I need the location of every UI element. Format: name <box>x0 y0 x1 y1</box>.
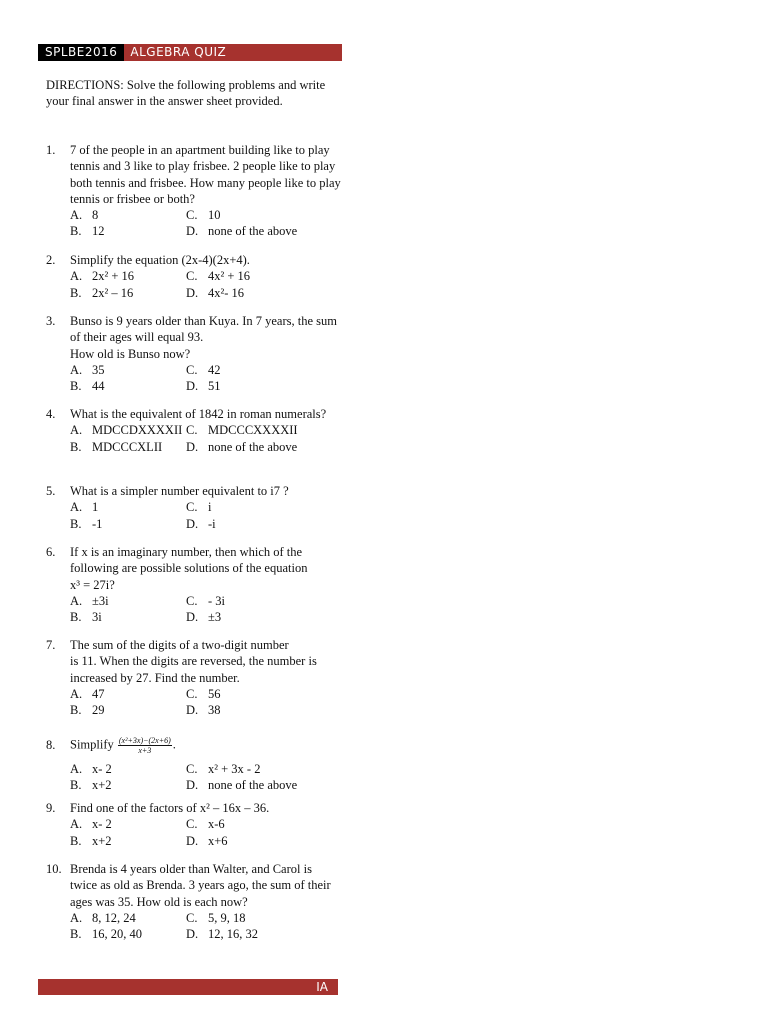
option-text: 5, 9, 18 <box>208 910 246 925</box>
option-b <box>70 378 186 394</box>
option-text: x- 2 <box>92 817 112 832</box>
option-letter: C. <box>186 593 198 608</box>
option-text: -1 <box>92 516 103 531</box>
answer-options <box>70 593 346 626</box>
question-text <box>70 861 342 910</box>
question-4 <box>46 406 346 455</box>
option-letter: D. <box>186 778 199 793</box>
question-text <box>70 637 342 686</box>
option-text: ±3 <box>208 610 222 625</box>
question-7 <box>46 637 346 718</box>
option-d <box>186 439 302 455</box>
option-letter: C. <box>186 269 198 284</box>
option-d <box>186 378 302 394</box>
option-letter: D. <box>186 833 199 848</box>
question-number: 2. <box>46 253 56 267</box>
option-a <box>70 268 186 284</box>
option-text: x- 2 <box>92 762 112 776</box>
option-letter: B. <box>70 379 82 394</box>
fraction-numerator: (x²+3x)−(2x+6) <box>118 735 171 745</box>
question-text <box>70 483 342 499</box>
option-c <box>186 816 302 832</box>
option-text: 44 <box>92 379 105 394</box>
fraction <box>118 736 172 755</box>
option-text: none of the above <box>208 439 298 454</box>
option-text: MDCCCXXXXII <box>208 423 298 438</box>
option-text: x² + 3x - 2 <box>208 762 261 776</box>
option-c <box>186 268 302 284</box>
option-text: 2x² – 16 <box>92 285 134 300</box>
question-text <box>70 406 342 422</box>
option-letter: D. <box>186 285 199 300</box>
question-text-line: Brenda is 4 years older than Walter, and Carol is twice as old as Brenda. 3 years ago, the sum of their ages was 35. How old is each now? <box>70 862 331 909</box>
option-letter: B. <box>70 285 82 300</box>
answer-options <box>70 268 346 301</box>
option-text: 56 <box>208 686 221 701</box>
option-letter: C. <box>186 762 198 776</box>
option-letter: A. <box>70 762 83 776</box>
option-c <box>186 910 302 926</box>
question-text-line: Find one of the factors of x² – 16x – 36. <box>70 801 270 815</box>
option-text: x+2 <box>92 778 112 793</box>
question-text <box>70 142 342 207</box>
question-number: 9. <box>46 801 56 815</box>
option-a <box>70 910 186 926</box>
option-a <box>70 422 186 438</box>
option-letter: B. <box>70 516 82 531</box>
option-letter: B. <box>70 778 82 793</box>
option-b <box>70 439 186 455</box>
option-letter: C. <box>186 686 198 701</box>
option-text: 47 <box>92 686 105 701</box>
option-letter: D. <box>186 927 199 942</box>
answer-options <box>70 910 346 943</box>
option-text: 8 <box>92 208 99 223</box>
option-letter: A. <box>70 423 83 438</box>
option-letter: B. <box>70 610 82 625</box>
quiz-title: ALGEBRA QUIZ <box>124 44 342 61</box>
question-3 <box>46 313 346 394</box>
question-number: 5. <box>46 484 56 498</box>
option-letter: D. <box>186 439 199 454</box>
question-9 <box>46 800 346 849</box>
question-text-line: The sum of the digits of a two-digit number <box>70 638 289 652</box>
option-a <box>70 816 186 832</box>
question-text-line: What is the equivalent of 1842 in roman numerals? <box>70 407 327 421</box>
directions: DIRECTIONS: Solve the following problems and write your final answer in the answer sheet provided. <box>46 78 326 109</box>
question-text-line: What is a simpler number equivalent to i7 ? <box>70 484 289 498</box>
question-number: 1. <box>46 143 56 157</box>
option-letter: B. <box>70 927 82 942</box>
question-text <box>70 800 342 816</box>
option-b <box>70 777 186 793</box>
option-text: 4x²- 16 <box>208 285 245 300</box>
option-a <box>70 686 186 702</box>
option-text: 12 <box>92 224 105 239</box>
option-text: MDCCDXXXXII <box>92 423 183 438</box>
option-letter: B. <box>70 439 82 454</box>
fraction-denominator: x+3 <box>138 745 152 755</box>
option-b <box>70 516 186 532</box>
option-letter: D. <box>186 610 199 625</box>
option-a <box>70 499 186 515</box>
option-letter: A. <box>70 208 83 223</box>
question-text-line: is 11. When the digits are reversed, the number is increased by 27. Find the number. <box>70 654 317 685</box>
option-c <box>186 686 302 702</box>
option-d <box>186 833 302 849</box>
option-text: 1 <box>92 500 99 515</box>
option-b <box>70 285 186 301</box>
option-c <box>186 761 302 777</box>
option-text: 10 <box>208 208 221 223</box>
option-text: x+6 <box>208 833 228 848</box>
answer-options <box>70 816 346 849</box>
question-text <box>70 252 342 268</box>
option-text: x+2 <box>92 833 112 848</box>
question-text <box>70 313 342 362</box>
option-letter: C. <box>186 362 198 377</box>
option-d <box>186 285 302 301</box>
option-letter: A. <box>70 269 83 284</box>
question-8 <box>46 733 346 794</box>
option-text: - 3i <box>208 593 226 608</box>
option-c <box>186 422 302 438</box>
option-letter: C. <box>186 910 198 925</box>
option-text: none of the above <box>208 224 298 239</box>
option-letter: A. <box>70 593 83 608</box>
question-number: 3. <box>46 314 56 328</box>
option-c <box>186 593 302 609</box>
option-d <box>186 609 302 625</box>
question-trail: . <box>172 736 176 751</box>
option-letter: D. <box>186 516 199 531</box>
footer-bar <box>38 979 338 995</box>
option-letter: A. <box>70 910 83 925</box>
option-text: 42 <box>208 362 221 377</box>
question-lead: Simplify <box>70 736 114 751</box>
option-b <box>70 223 186 239</box>
answer-options <box>70 362 346 395</box>
answer-options <box>70 207 346 240</box>
option-letter: C. <box>186 500 198 515</box>
option-letter: C. <box>186 817 198 832</box>
option-letter: B. <box>70 833 82 848</box>
option-text: 51 <box>208 379 221 394</box>
option-d <box>186 777 302 793</box>
option-a <box>70 761 186 777</box>
footer-label: IA <box>316 980 328 994</box>
option-text: 8, 12, 24 <box>92 910 136 925</box>
option-text: i <box>208 500 212 515</box>
option-a <box>70 207 186 223</box>
option-text: 2x² + 16 <box>92 269 135 284</box>
question-number: 4. <box>46 407 56 421</box>
option-d <box>186 516 302 532</box>
option-d <box>186 926 302 942</box>
option-letter: B. <box>70 703 82 718</box>
option-d <box>186 702 302 718</box>
option-text: 3i <box>92 610 102 625</box>
question-text-line: 7 of the people in an apartment building like to play tennis and 3 like to play frisbee. 2 people like to play both tennis and frisbee. How many people like to play tennis or frisbee or both? <box>70 143 341 206</box>
option-letter: D. <box>186 224 199 239</box>
question-text-line: Simplify the equation (2x-4)(2x+4). <box>70 253 250 267</box>
question-10 <box>46 861 346 942</box>
option-text: none of the above <box>208 778 298 793</box>
option-c <box>186 207 302 223</box>
option-a <box>70 593 186 609</box>
option-text: 4x² + 16 <box>208 269 251 284</box>
option-text: ±3i <box>92 593 109 608</box>
option-text: -i <box>208 516 216 531</box>
option-d <box>186 223 302 239</box>
option-a <box>70 362 186 378</box>
option-c <box>186 499 302 515</box>
option-b <box>70 702 186 718</box>
option-letter: A. <box>70 686 83 701</box>
question-number: 7. <box>46 638 56 652</box>
option-b <box>70 833 186 849</box>
option-text: 35 <box>92 362 105 377</box>
option-letter: D. <box>186 379 199 394</box>
option-letter: A. <box>70 500 83 515</box>
question-number: 8. <box>46 737 56 752</box>
option-letter: A. <box>70 362 83 377</box>
answer-options <box>70 499 346 532</box>
option-letter: D. <box>186 703 199 718</box>
answer-options <box>70 761 346 794</box>
option-text: MDCCCXLII <box>92 439 163 454</box>
answer-options <box>70 422 346 455</box>
question-text-line: Bunso is 9 years older than Kuya. In 7 years, the sum of their ages will equal 93. <box>70 314 337 345</box>
option-text: 12, 16, 32 <box>208 927 258 942</box>
question-text-line: x³ = 27i? <box>70 577 115 592</box>
option-letter: C. <box>186 208 198 223</box>
question-1 <box>46 142 346 240</box>
option-c <box>186 362 302 378</box>
question-text-line: If x is an imaginary number, then which of the following are possible solutions of the equation <box>70 545 308 576</box>
header-bar <box>38 44 342 61</box>
question-text-line: How old is Bunso now? <box>70 346 191 361</box>
quiz-code: SPLBE2016 <box>38 44 124 61</box>
option-letter: C. <box>186 423 198 438</box>
answer-options <box>70 686 346 719</box>
question-text <box>70 736 342 755</box>
option-letter: A. <box>70 817 83 832</box>
question-5 <box>46 483 346 532</box>
question-number: 10. <box>46 862 62 876</box>
question-number: 6. <box>46 545 56 559</box>
option-b <box>70 609 186 625</box>
option-text: 38 <box>208 703 221 718</box>
option-text: 16, 20, 40 <box>92 927 142 942</box>
option-b <box>70 926 186 942</box>
question-6 <box>46 544 346 625</box>
option-letter: B. <box>70 224 82 239</box>
option-text: x-6 <box>208 817 225 832</box>
question-text <box>70 544 342 593</box>
option-text: 29 <box>92 703 105 718</box>
question-2 <box>46 252 346 301</box>
